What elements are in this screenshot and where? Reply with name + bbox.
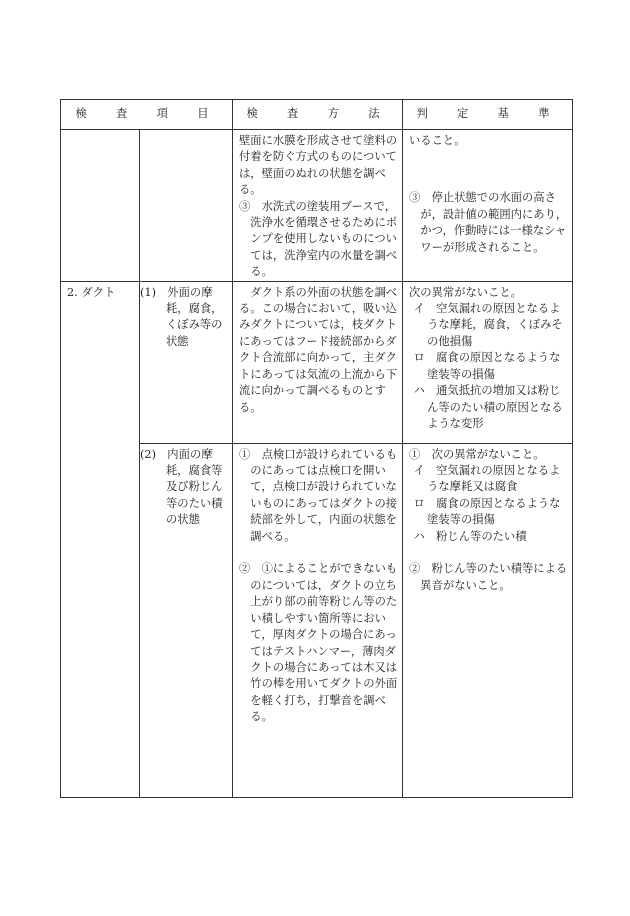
- item2-criteria-1: ① 次の異常がないこと。: [409, 447, 545, 461]
- item1-criteria-ro: ロ 腐食の原因となるような塗装等の損傷: [413, 351, 561, 381]
- item1-label-cell: [140, 281, 233, 443]
- continuation-method-text: 壁面に水膜を形成させて塗料の付着を防ぐ方式のものについては，壁面のぬれの状態を調べる。: [239, 134, 398, 197]
- item2-criteria-i: イ 空気漏れの原因となるような摩耗又は腐食: [413, 464, 561, 494]
- item2-criteria-ro: ロ 腐食の原因となるような塗装等の損傷: [413, 496, 561, 527]
- item1-criteria-i: イ 空気漏れの原因となるような摩耗，腐食，くぼみその他損傷: [413, 302, 563, 348]
- continuation-item-cell: [61, 130, 140, 282]
- continuation-criteria-3: ③ 停止状態での水面の高さが，設計値の範囲内にあり，かつ，作動時には一様なシャワーが形成されること。: [409, 191, 568, 254]
- section-duct-label: 2. ダクト: [67, 285, 116, 299]
- continuation-criteria-text: いること。: [409, 134, 466, 147]
- item2-criteria-ha: ハ 粉じん等のたい積: [413, 529, 527, 543]
- section-duct-cell: [61, 281, 140, 797]
- item2-method-1: ① 点検口が設けられているものにあっては点検口を開いて，点検口が設けられていないものにあってはダクトの接続部を外して，内面の状態を調べる。: [239, 447, 398, 543]
- item2-label: (2) 内面の摩耗，腐食等及び粉じん等のたい積の状態: [140, 447, 223, 527]
- header-judgment-criteria: 判 定 基 準: [403, 100, 573, 130]
- item2-method-2: ② ①によることができないものについては，ダクトの立ち上がり部の前等粉じん等のたい積しやすい箇所等において，厚肉ダクトの場合にあってはテストハンマー，薄肉ダクトの場合にあっては木又は竹の棒を用いてダクトの外面を軽く打ち，打撃音を調べる。: [239, 562, 398, 724]
- item1-method-cell: [233, 281, 403, 443]
- header-inspection-method: 検 査 方 法: [233, 100, 403, 130]
- header-inspection-item: 検 査 項 目: [61, 100, 233, 130]
- item2-method-cell: [233, 443, 403, 797]
- continuation-criteria-cell: [403, 130, 573, 282]
- continuation-row: [61, 130, 573, 282]
- item2-criteria-cell: [403, 443, 573, 797]
- item1-criteria-ha: ハ 通気抵抗の増加又は粉じん等のたい積の原因となるような変形: [413, 384, 563, 430]
- continuation-method-cell: [233, 130, 403, 282]
- item2-label-cell: [140, 443, 233, 797]
- header-row: [61, 100, 573, 130]
- item2-criteria-2: ② 粉じん等のたい積等による異音がないこと。: [409, 562, 568, 592]
- item1-criteria-cell: [403, 281, 573, 443]
- item1-label: (1) 外面の摩耗，腐食，くぼみ等の状態: [140, 285, 223, 348]
- duct-row-1: [61, 281, 573, 443]
- inspection-table: [60, 99, 573, 798]
- item1-method: ダクト系の外面の状態を調べる。この場合において，吸い込みダクトについては，枝ダクトにあってはフード接続部からダクト合流部に向かって，主ダクトにあっては気流の上流から下流に向かって調べるものとする。: [239, 285, 398, 414]
- item1-criteria-intro: 次の異常がないこと。: [409, 285, 522, 299]
- continuation-method-3: ③ 水洗式の塗装用ブースで，洗浄水を循環させるためにポンプを使用しないものについては，洗浄室内の水量を調べる。: [239, 199, 398, 279]
- continuation-subitem-cell: [140, 130, 233, 282]
